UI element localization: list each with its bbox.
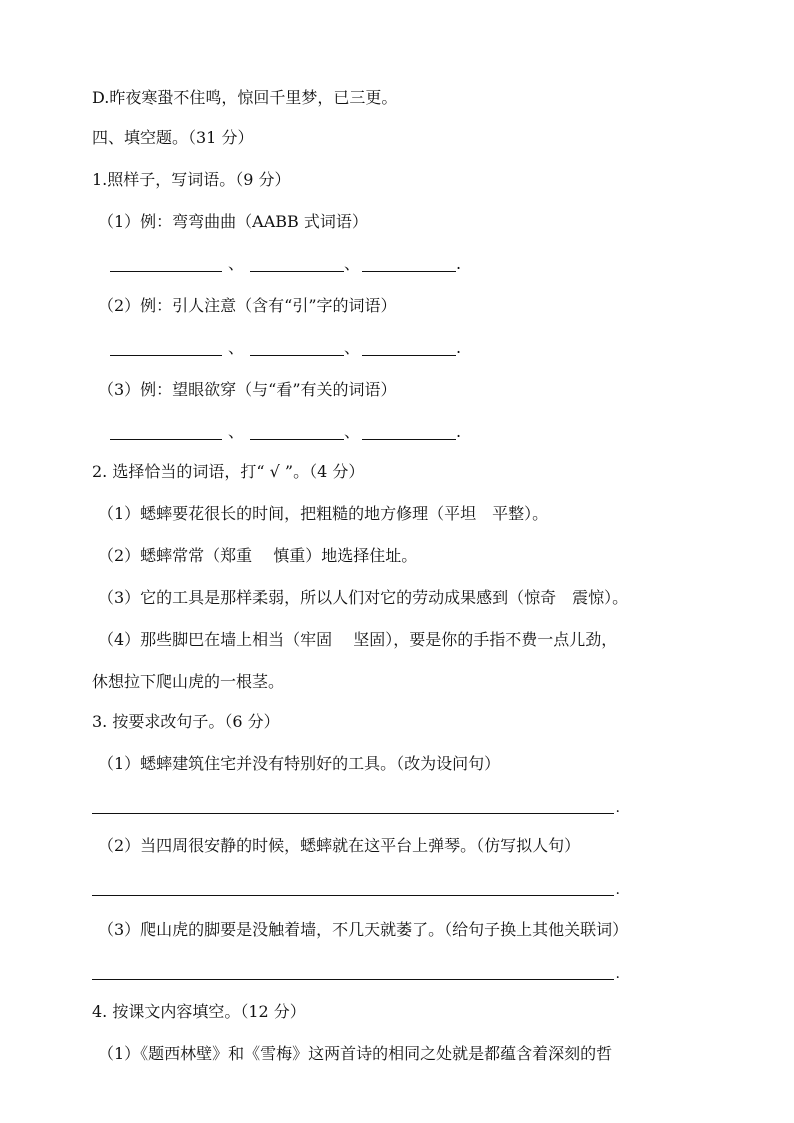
answer-blank[interactable] bbox=[250, 254, 344, 274]
question-3-2: （2）当四周很安静的时候，蟋蟀就在这平台上弹琴。（仿写拟人句） bbox=[98, 836, 581, 855]
answer-blank[interactable] bbox=[250, 422, 344, 442]
section-4-heading: 四、填空题。（31 分） bbox=[92, 128, 254, 147]
end-mark: . bbox=[456, 338, 462, 357]
question-3-3: （3）爬山虎的脚要是没触着墙，不几天就萎了。（给句子换上其他关联词） bbox=[98, 920, 629, 939]
question-3-1: （1）蟋蟀建筑住宅并没有特别好的工具。（改为设问句） bbox=[98, 754, 501, 773]
question-1-2: （2）例：引人注意（含有“引”字的词语） bbox=[98, 296, 397, 315]
end-mark: . bbox=[615, 800, 620, 816]
end-mark: . bbox=[615, 966, 620, 982]
question-2-title: 2. 选择恰当的词语，打“ √ ”。（4 分） bbox=[92, 462, 365, 481]
separator: 、 bbox=[344, 422, 361, 441]
answer-blank[interactable] bbox=[110, 338, 222, 358]
question-2-4: （4）那些脚巴在墙上相当（牢固 坚固），要是你的手指不费一点儿劲， bbox=[98, 630, 618, 649]
end-mark: . bbox=[615, 882, 620, 898]
answer-blank[interactable] bbox=[362, 254, 456, 274]
question-1-1: （1）例：弯弯曲曲（AABB 式词语） bbox=[98, 212, 368, 231]
question-2-3: （3）它的工具是那样柔弱，所以人们对它的劳动成果感到（惊奇 震惊）。 bbox=[98, 588, 629, 607]
separator: 、 bbox=[228, 254, 245, 273]
question-1-3: （3）例：望眼欲穿（与“看”有关的词语） bbox=[98, 380, 397, 399]
question-2-1: （1）蟋蟀要花很长的时间，把粗糙的地方修理（平坦 平整）。 bbox=[98, 504, 549, 523]
question-4-1: （1）《题西林壁》和《雪梅》这两首诗的相同之处就是都蕴含着深刻的哲 bbox=[98, 1044, 613, 1063]
separator: 、 bbox=[228, 338, 245, 357]
separator: 、 bbox=[228, 422, 245, 441]
end-mark: . bbox=[456, 422, 462, 441]
end-mark: . bbox=[456, 254, 462, 273]
question-3-title: 3. 按要求改句子。（6 分） bbox=[92, 712, 280, 731]
answer-line-3-2[interactable] bbox=[92, 878, 620, 898]
question-4-title: 4. 按课文内容填空。（12 分） bbox=[92, 1002, 306, 1021]
answer-blank[interactable] bbox=[250, 338, 344, 358]
answer-blank[interactable] bbox=[362, 422, 456, 442]
option-d: D.昨夜寒蛩不住鸣，惊回千里梦，已三更。 bbox=[92, 88, 398, 107]
answer-blank[interactable] bbox=[362, 338, 456, 358]
answer-blank[interactable] bbox=[110, 254, 222, 274]
question-2-4-continued: 休想拉下爬山虎的一根茎。 bbox=[92, 672, 285, 691]
answer-blank[interactable] bbox=[110, 422, 222, 442]
answer-line-3-1[interactable] bbox=[92, 796, 620, 816]
separator: 、 bbox=[344, 254, 361, 273]
answer-line-3-3[interactable] bbox=[92, 962, 620, 982]
question-2-2: （2）蟋蟀常常（郑重 慎重）地选择住址。 bbox=[98, 546, 418, 565]
question-1-title: 1.照样子，写词语。（9 分） bbox=[92, 170, 291, 189]
separator: 、 bbox=[344, 338, 361, 357]
